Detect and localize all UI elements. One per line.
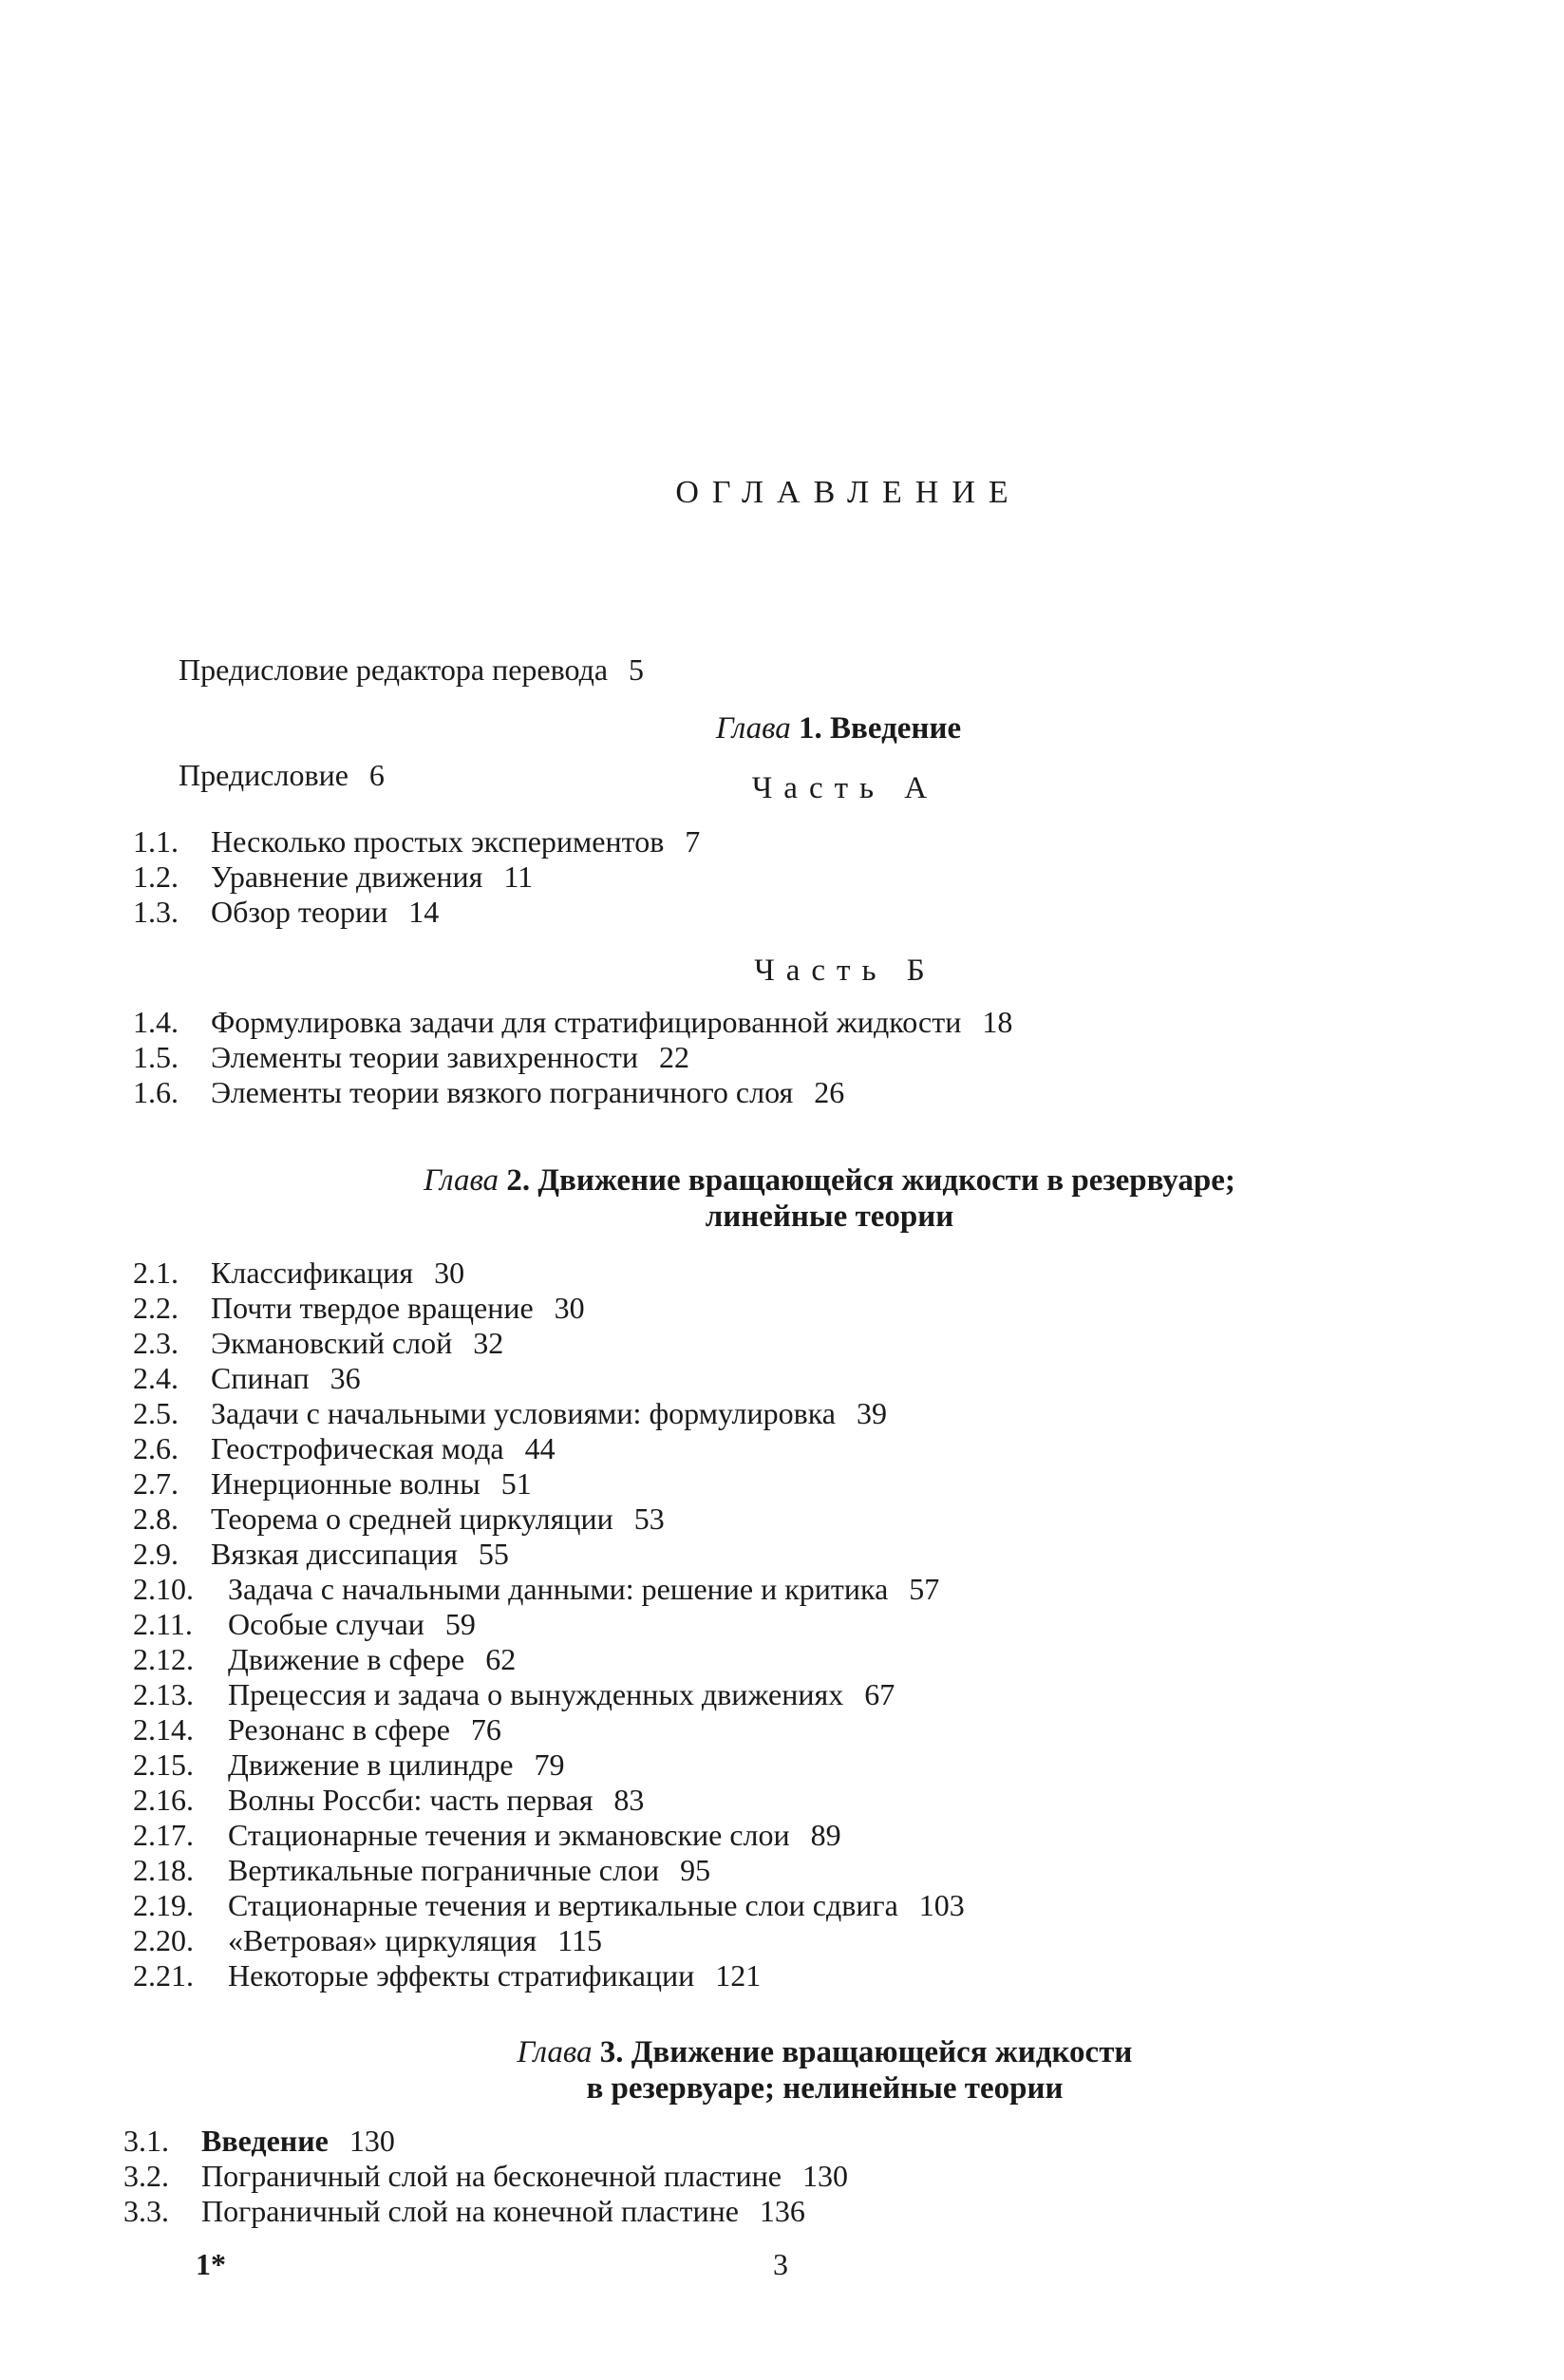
toc-entry xyxy=(133,1075,1301,1110)
chapter-label: Глава xyxy=(715,711,791,746)
entry-page: 39 xyxy=(857,1396,887,1430)
entry-page: 14 xyxy=(408,895,440,929)
entry-label: Некоторые эффекты стратификации xyxy=(228,1958,695,1993)
toc-entry xyxy=(133,859,1301,895)
entry-number: 3.2. xyxy=(123,2159,169,2193)
entry-label: Волны Россби: часть первая xyxy=(228,1783,594,1817)
entry-label: Формулировка задачи для стратифицированной жидкости xyxy=(211,1005,962,1039)
toc-entry xyxy=(133,1677,1301,1712)
entry-number: 2.3. xyxy=(133,1326,179,1360)
toc-entry xyxy=(133,1466,1301,1502)
entry-page: 7 xyxy=(685,824,701,859)
entry-label: Задача с начальными данными: решение и критика xyxy=(228,1572,889,1606)
entry-number: 2.9. xyxy=(133,1537,179,1571)
entry-page: 51 xyxy=(500,1466,532,1501)
part-a-heading: Часть А xyxy=(751,771,939,805)
toc-entry xyxy=(133,1005,1301,1040)
toc-entry xyxy=(133,1040,1301,1075)
entry-page: 136 xyxy=(759,2194,805,2228)
entry-number: 1.4. xyxy=(133,1005,179,1039)
entry-page: 11 xyxy=(503,859,534,894)
entry-label: Стационарные течения и вертикальные слои сдвига xyxy=(228,1888,898,1922)
entry-label: Почти твердое вращение xyxy=(211,1291,534,1325)
entry-number: 2.13. xyxy=(133,1677,194,1711)
entry-page: 32 xyxy=(473,1326,504,1360)
toc-entry xyxy=(133,1361,1301,1396)
entry-page: 53 xyxy=(633,1502,665,1536)
entry-number: 1.1. xyxy=(133,824,179,859)
chapter-title-line-1: Движение вращающейся жидкости в резервуаре; xyxy=(537,1163,1235,1198)
chapter-number: 1. xyxy=(799,711,822,746)
toc-entry xyxy=(133,895,1301,930)
entry-number: 1.2. xyxy=(133,859,179,894)
entry-page: 22 xyxy=(659,1040,690,1074)
entry-page: 121 xyxy=(715,1958,762,1993)
entry-page: 44 xyxy=(524,1431,556,1465)
chapter-3-list xyxy=(123,2124,1291,2229)
entry-number: 2.12. xyxy=(133,1642,194,1676)
entry-number: 2.15. xyxy=(133,1747,194,1782)
chapter-2-list xyxy=(133,1256,1301,1993)
entry-page: 103 xyxy=(918,1888,965,1922)
entry-page: 83 xyxy=(613,1783,645,1817)
entry-label: Прецессия и задача о вынужденных движениях xyxy=(228,1677,844,1711)
chapter-label: Глава xyxy=(424,1163,499,1198)
entry-number: 1.3. xyxy=(133,895,179,929)
entry-label: «Ветровая» циркуляция xyxy=(228,1923,537,1957)
entry-page: 57 xyxy=(909,1572,940,1606)
entry-label: Введение xyxy=(201,2124,329,2158)
page-number: 3 xyxy=(773,2247,788,2281)
entry-label: Обзор теории xyxy=(211,895,388,929)
entry-number: 2.2. xyxy=(133,1291,179,1325)
entry-number: 3.1. xyxy=(123,2124,169,2158)
entry-page: 36 xyxy=(330,1361,361,1395)
entry-label: Предисловие редактора перевода xyxy=(179,652,609,687)
entry-page: 130 xyxy=(349,2124,395,2158)
chapter-1-part-b-list xyxy=(133,1005,1301,1110)
entry-number: 2.21. xyxy=(133,1958,194,1993)
chapter-number: 3. xyxy=(599,2035,624,2069)
entry-number: 2.19. xyxy=(133,1888,194,1922)
toc-entry xyxy=(133,1853,1301,1888)
entry-label: Экмановский слой xyxy=(211,1326,453,1360)
entry-number: 3.3. xyxy=(123,2194,169,2228)
entry-page: 26 xyxy=(814,1075,845,1109)
toc-entry xyxy=(133,1326,1301,1361)
entry-label: Предисловие xyxy=(179,758,349,792)
entry-label: Элементы теории завихренности xyxy=(211,1040,639,1074)
toc-entry xyxy=(133,1712,1301,1747)
entry-label: Движение в сфере xyxy=(228,1642,465,1676)
entry-page: 5 xyxy=(629,652,645,687)
entry-label: Задачи с начальными условиями: формулировка xyxy=(211,1396,836,1430)
entry-label: Резонанс в сфере xyxy=(228,1712,450,1747)
entry-label: Пограничный слой на конечной пластине xyxy=(201,2194,739,2228)
entry-label: Пограничный слой на бесконечной пластине xyxy=(201,2159,782,2193)
page-title: ОГЛАВЛЕНИЕ xyxy=(675,475,1022,510)
entry-label: Уравнение движения xyxy=(211,859,483,894)
chapter-2-heading xyxy=(95,1162,1564,1235)
toc-entry xyxy=(133,1502,1301,1537)
toc-entry xyxy=(133,1923,1301,1958)
entry-number: 2.1. xyxy=(133,1256,179,1290)
entry-label: Спинап xyxy=(211,1361,310,1395)
toc-entry xyxy=(133,1642,1301,1677)
toc-entry xyxy=(123,2194,1291,2229)
entry-page: 67 xyxy=(864,1677,895,1711)
chapter-title-line-2: в резервуаре; нелинейные теории xyxy=(586,2071,1064,2106)
toc-entry xyxy=(133,1396,1301,1431)
toc-entry xyxy=(133,1958,1301,1993)
entry-label: Геострофическая мода xyxy=(211,1431,504,1465)
entry-number: 2.10. xyxy=(133,1572,194,1606)
chapter-number: 2. xyxy=(506,1163,531,1198)
entry-label: Стационарные течения и экмановские слои xyxy=(228,1818,790,1852)
toc-entry xyxy=(133,1783,1301,1818)
toc-entry xyxy=(133,1818,1301,1853)
entry-page: 62 xyxy=(485,1642,517,1676)
toc-entry xyxy=(133,1888,1301,1923)
entry-number: 2.11. xyxy=(133,1607,193,1641)
toc-entry xyxy=(133,1537,1301,1572)
entry-number: 2.8. xyxy=(133,1502,179,1536)
entry-page: 95 xyxy=(680,1853,711,1887)
entry-label: Теорема о средней циркуляции xyxy=(211,1502,613,1536)
entry-page: 18 xyxy=(982,1005,1013,1039)
entry-page: 30 xyxy=(434,1256,465,1290)
entry-number: 2.18. xyxy=(133,1853,194,1887)
chapter-1-heading xyxy=(112,710,1564,746)
entry-number: 1.5. xyxy=(133,1040,179,1074)
chapter-label: Глава xyxy=(517,2035,593,2069)
part-b-heading: Часть Б xyxy=(754,954,936,988)
entry-page: 30 xyxy=(554,1291,585,1325)
toc-entry xyxy=(133,1256,1301,1291)
chapter-title-line-2: линейные теории xyxy=(705,1199,954,1234)
entry-page: 89 xyxy=(810,1818,841,1852)
entry-number: 2.16. xyxy=(133,1783,194,1817)
toc-entry xyxy=(133,1291,1301,1326)
entry-page: 79 xyxy=(534,1747,565,1782)
toc-entry xyxy=(123,2159,1291,2194)
toc-entry xyxy=(133,1747,1301,1783)
entry-number: 2.5. xyxy=(133,1396,179,1430)
entry-label: Вертикальные пограничные слои xyxy=(228,1853,660,1887)
entry-number: 2.17. xyxy=(133,1818,194,1852)
entry-label: Элементы теории вязкого пограничного слоя xyxy=(211,1075,794,1109)
chapter-title: Введение xyxy=(830,711,962,746)
toc-entry xyxy=(133,617,1301,723)
chapter-1-part-a-list xyxy=(133,824,1301,930)
entry-page: 115 xyxy=(557,1923,602,1957)
signature-mark: 1* xyxy=(196,2247,226,2281)
toc-entry xyxy=(133,1431,1301,1466)
entry-number: 1.6. xyxy=(133,1075,179,1109)
entry-page: 59 xyxy=(444,1607,476,1641)
toc-entry xyxy=(123,2124,1291,2159)
entry-number: 2.20. xyxy=(133,1923,194,1957)
entry-number: 2.4. xyxy=(133,1361,179,1395)
entry-number: 2.7. xyxy=(133,1466,179,1501)
entry-label: Вязкая диссипация xyxy=(211,1537,458,1571)
entry-label: Особые случаи xyxy=(228,1607,424,1641)
entry-page: 55 xyxy=(478,1537,509,1571)
entry-label: Классификация xyxy=(211,1256,414,1290)
chapter-title-line-1: Движение вращающейся жидкости xyxy=(631,2035,1133,2069)
entry-number: 2.6. xyxy=(133,1431,179,1465)
entry-label: Инерционные волны xyxy=(211,1466,481,1501)
entry-page: 76 xyxy=(470,1712,501,1747)
entry-page: 6 xyxy=(368,758,385,792)
entry-number: 2.14. xyxy=(133,1712,194,1747)
entry-page: 130 xyxy=(801,2159,848,2193)
toc-entry xyxy=(133,1572,1301,1607)
toc-entry xyxy=(133,1607,1301,1642)
chapter-3-heading xyxy=(85,2034,1564,2106)
entry-label: Движение в цилиндре xyxy=(228,1747,514,1782)
toc-entry xyxy=(133,824,1301,859)
entry-label: Несколько простых экспериментов xyxy=(211,824,665,859)
